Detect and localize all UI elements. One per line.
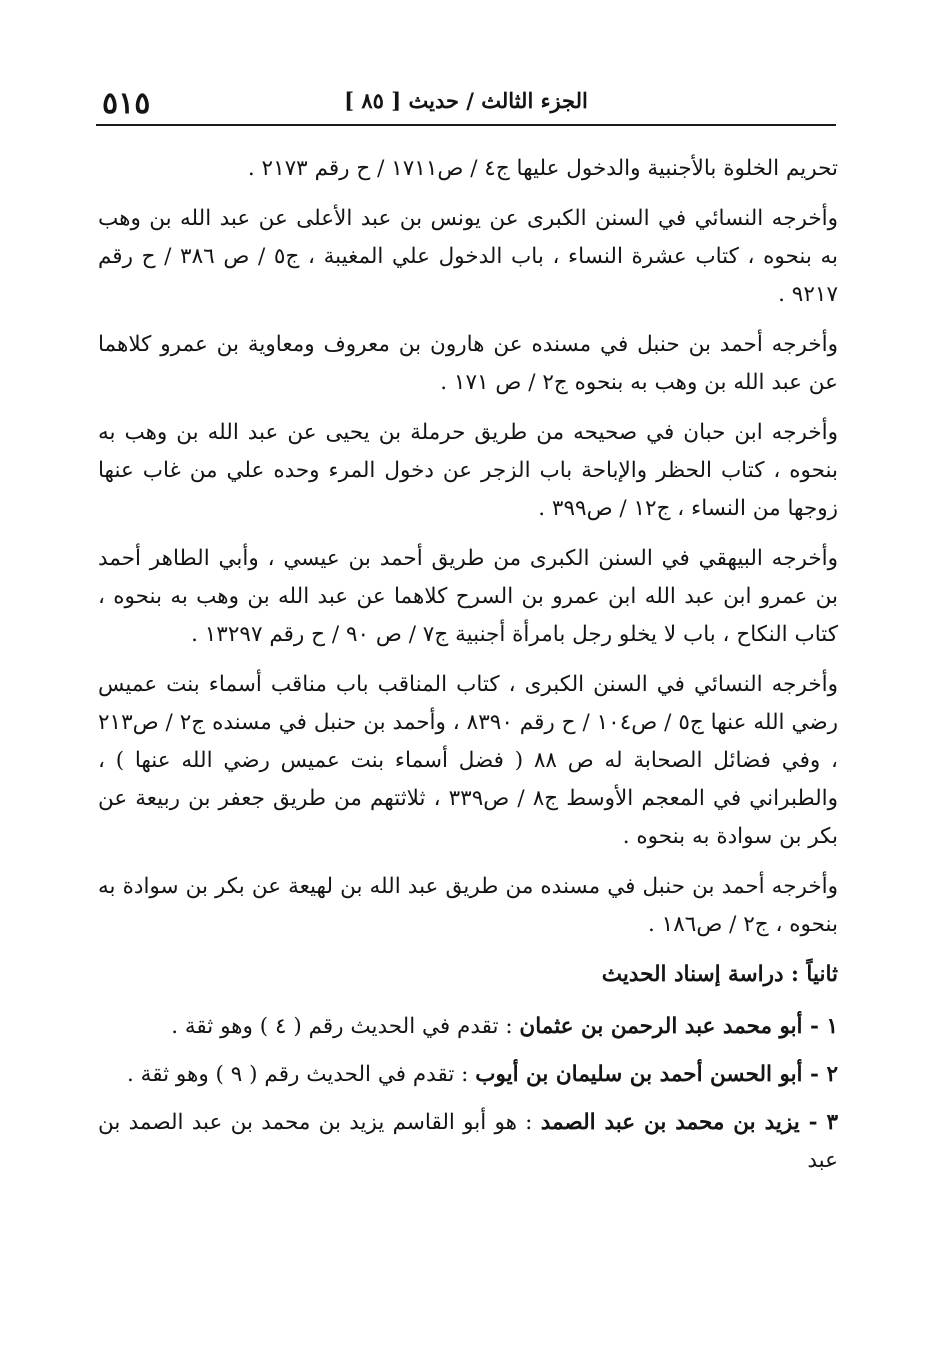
page-number: ٥١٥ <box>102 86 151 121</box>
narrator-entry <box>98 1008 838 1046</box>
paragraph: تحريم الخلوة بالأجنبية والدخول عليها ج٤ / ص١٧١١ / ح رقم ٢١٧٣ . <box>247 156 838 181</box>
narrator-text: : هو أبو القاسم يزيد بن محمد بن عبد الصمد بن عبد <box>98 1110 838 1173</box>
paragraph: وأخرجه ابن حبان في صحيحه من طريق حرملة بن يحيى عن عبد الله بن وهب به بنحوه ، كتاب الحظر والإباحة باب الزجر عن دخول المرء وحده علي من غاب عنها زوجها من النساء ، ج١٢ / ص٣٩٩ . <box>98 420 838 521</box>
narrator-text: : تقدم في الحديث رقم ( ٤ ) وهو ثقة . <box>171 1014 520 1039</box>
paragraph: وأخرجه أحمد بن حنبل في مسنده عن هارون بن معروف ومعاوية بن عمرو كلاهما عن عبد الله بن وهب به بنحوه ج٢ / ص ١٧١ . <box>98 332 838 395</box>
paragraph: وأخرجه البيهقي في السنن الكبرى من طريق أحمد بن عيسي ، وأبي الطاهر أحمد بن عمرو ابن عبد الله ابن عمرو بن السرح كلاهما عن عبد الله بن وهب به بنحوه ، كتاب النكاح ، باب لا يخلو رجل بامرأة أجنبية ج٧ / ص ٩٠ / ح رقم ١٣٢٩٧ . <box>98 546 838 647</box>
page-header <box>96 84 836 126</box>
paragraph: وأخرجه النسائي في السنن الكبرى عن يونس بن عبد الأعلى عن عبد الله بن وهب به بنحوه ، كتاب عشرة النساء ، باب الدخول علي المغيبة ، ج٥ / ص ٣٨٦ / ح رقم ٩٢١٧ . <box>98 206 838 307</box>
narrator-text: : تقدم في الحديث رقم ( ٩ ) وهو ثقة . <box>127 1062 476 1087</box>
narrator-entry <box>98 1104 838 1180</box>
narrator-name: ١ - أبو محمد عبد الرحمن بن عثمان <box>519 1014 838 1039</box>
paragraph: وأخرجه النسائي في السنن الكبرى ، كتاب المناقب باب مناقب أسماء بنت عميس رضي الله عنها ج٥ / ص١٠٤ / ح رقم ٨٣٩٠ ، وأحمد بن حنبل في مسنده ج٢ / ص٢١٣ ، وفي فضائل الصحابة له ص ٨٨ ( فضل أسماء بنت عميس رضي الله عنها ) ، والطبراني في المعجم الأوسط ج٨ / ص٣٣٩ ، ثلاثتهم من طريق جعفر بن ربيعة عن بكر بن سوادة به بنحوه . <box>98 672 839 849</box>
page-body <box>98 150 838 1180</box>
running-header: الجزء الثالث / حديث [ ٨٥ ] <box>344 88 588 113</box>
paragraph: وأخرجه أحمد بن حنبل في مسنده من طريق عبد الله بن لهيعة عن بكر بن سوادة به بنحوه ، ج٢ / ص١٨٦ . <box>98 874 838 937</box>
section-heading: ثانياً : دراسة إسناد الحديث <box>601 962 838 987</box>
narrator-entry <box>98 1056 838 1094</box>
narrator-name: ٣ - يزيد بن محمد بن عبد الصمد <box>540 1110 839 1135</box>
narrator-name: ٢ - أبو الحسن أحمد بن سليمان بن أيوب <box>475 1062 838 1087</box>
